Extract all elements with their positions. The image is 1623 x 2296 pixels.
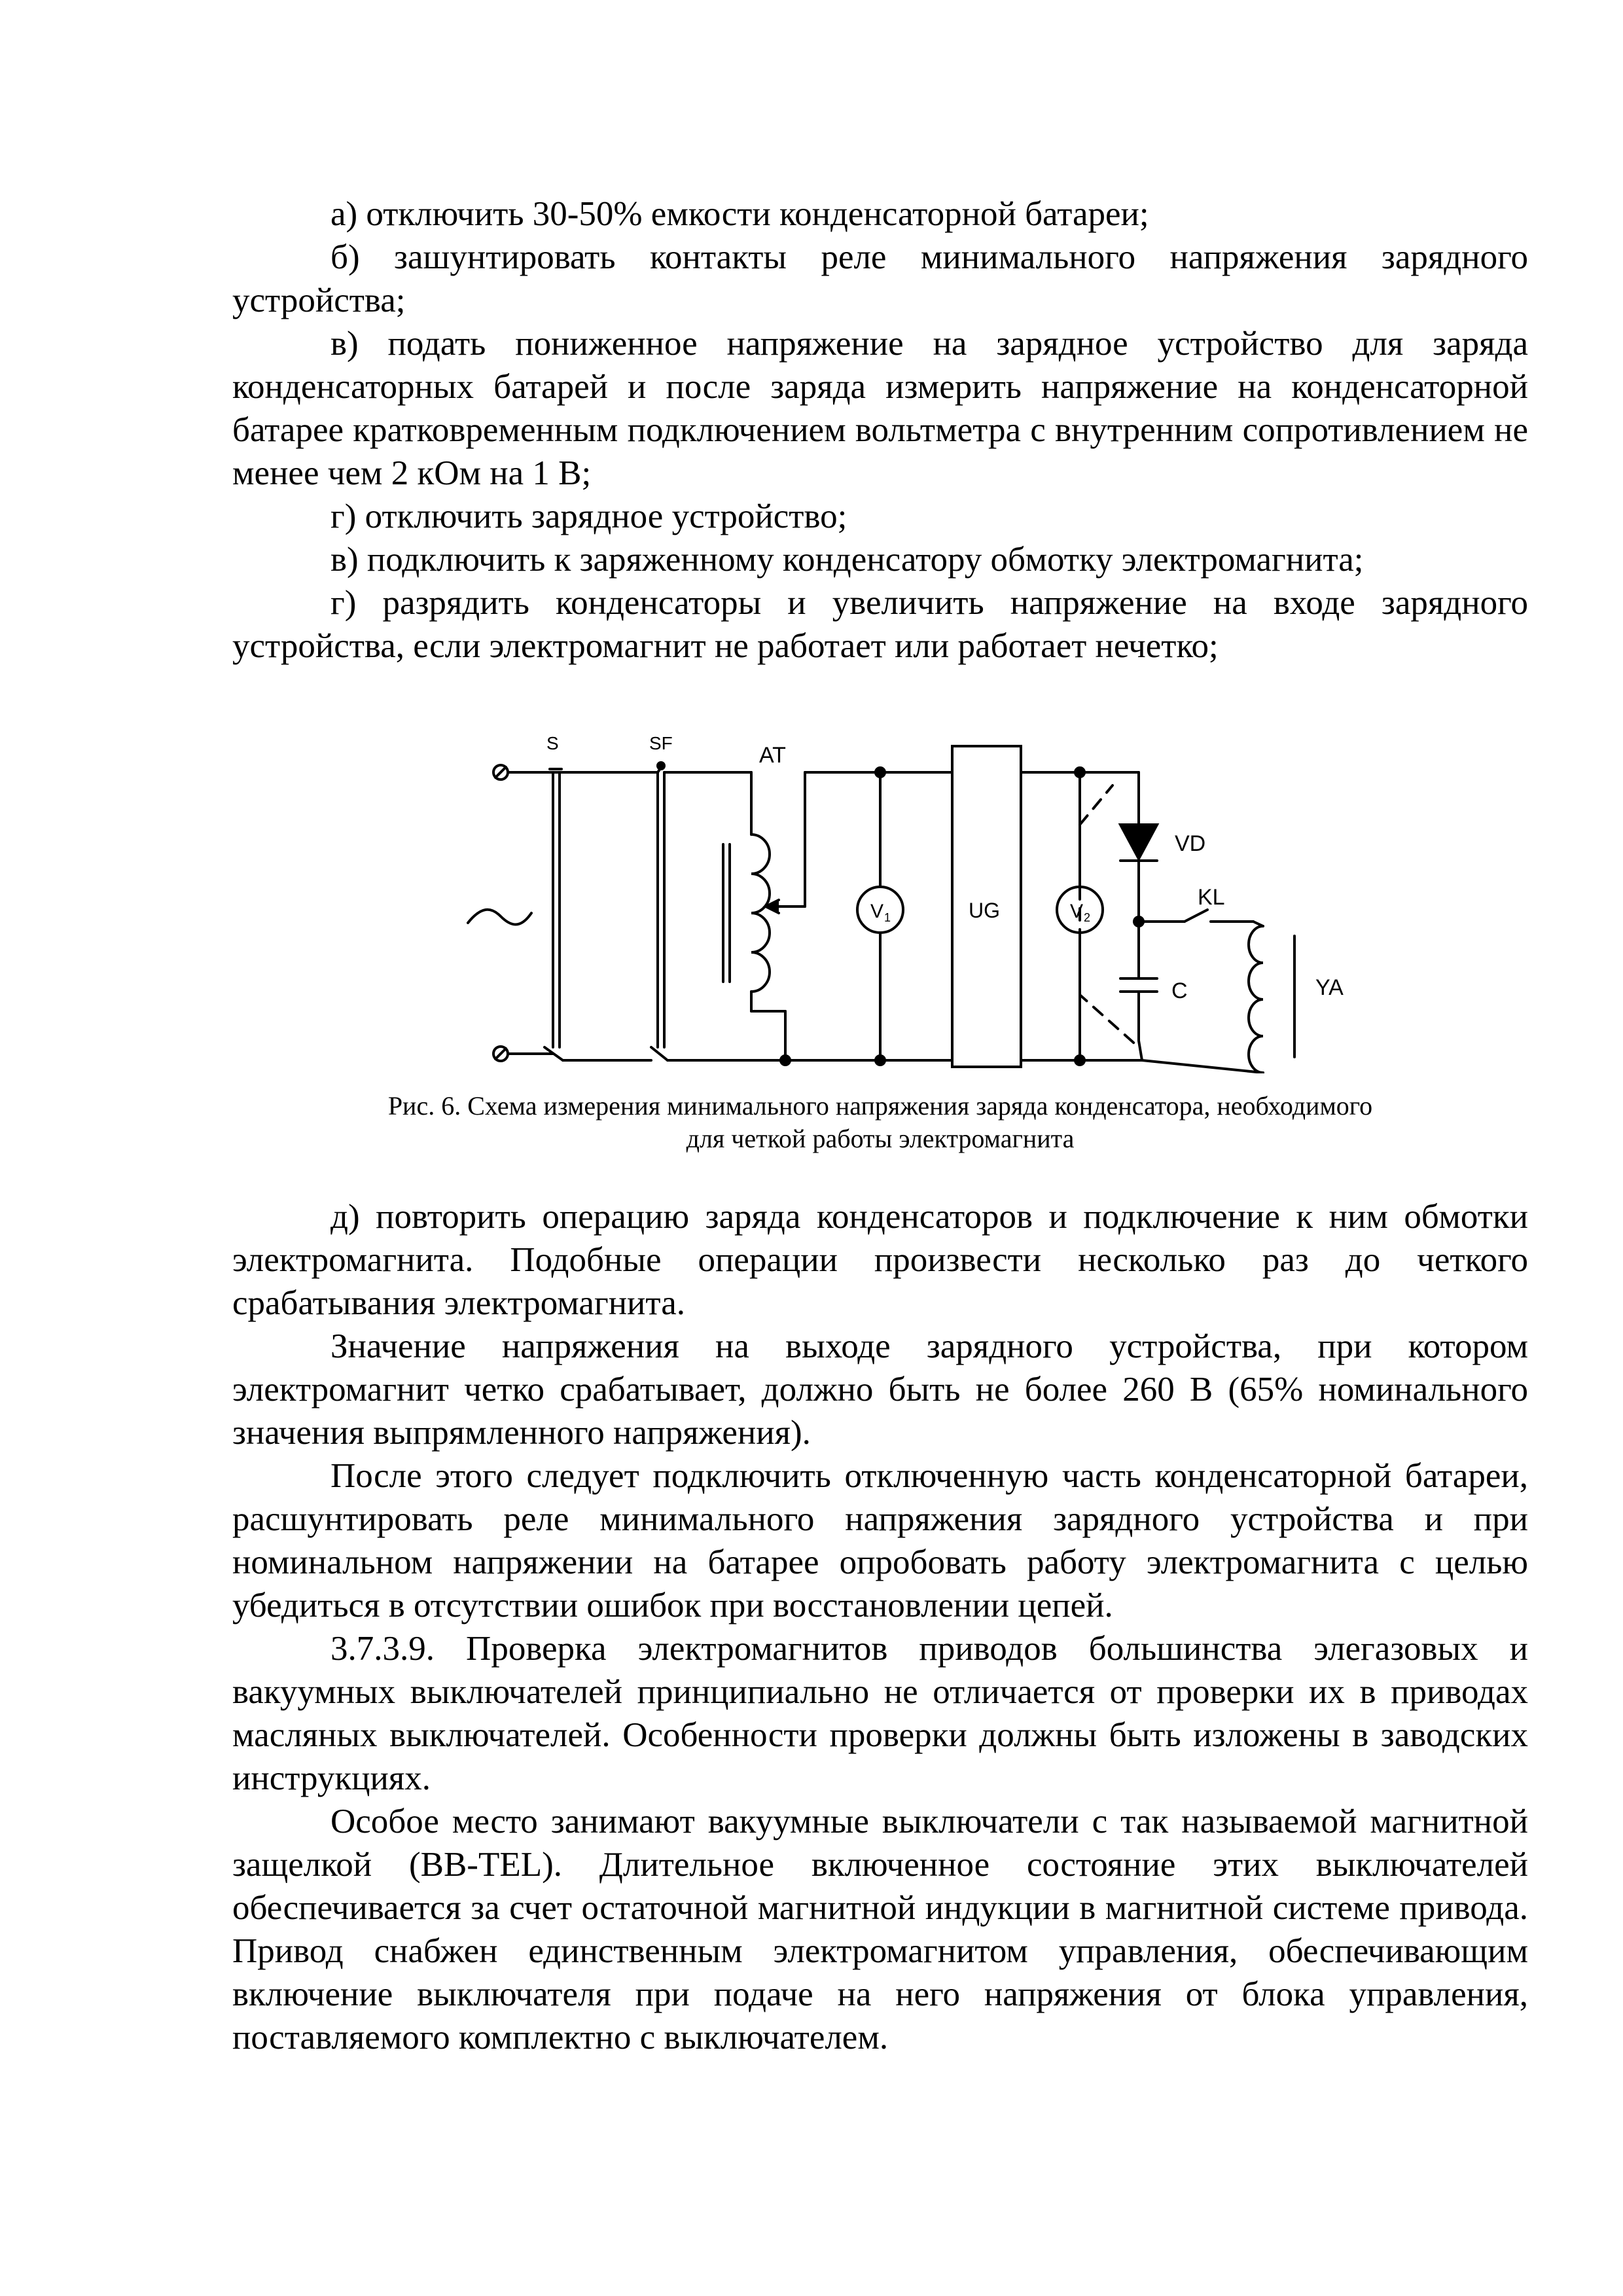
autotransformer-at: [723, 834, 805, 992]
paragraph: б) зашунтировать контакты реле минимального напряжения зарядного устройства;: [232, 238, 1528, 319]
paragraph: После этого следует подключить отключенную часть конденсаторной батареи, расшунтировать реле минимального напряжения зарядного устройства и при номинальном напряжении на батарее опробовать работу электромагнита с целью убедиться в отсутствии ошибок при восстановлении цепей.: [232, 1457, 1528, 1624]
label-c: C: [1171, 978, 1188, 1003]
capacitor-c: [1120, 978, 1157, 992]
electromagnet-ya: [1249, 926, 1263, 1073]
paragraph: 3.7.3.9. Проверка электромагнитов приводов большинства элегазовых и вакуумных выключателей принципиально не отличается от проверки их в приводах масляных выключателей. Особенности проверки должны быть изложены в заводских инструкциях.: [232, 1630, 1528, 1797]
label-s: S: [546, 733, 559, 753]
label-kl: KL: [1198, 885, 1225, 910]
label-sf: SF: [649, 733, 673, 753]
paragraph: а) отключить 30-50% емкости конденсаторной батареи;: [330, 195, 1149, 233]
paragraph: г) разрядить конденсаторы и увеличить напряжение на входе зарядного устройства, если электромагнит не работает или работает нечетко;: [232, 584, 1528, 665]
label-ya: YA: [1315, 975, 1344, 1000]
label-ug: UG: [969, 899, 1000, 922]
switch-s: [544, 769, 563, 1060]
paragraph: Особое место занимают вакуумные выключатели с так называемой магнитной защелкой (ВВ-TEL). Длительное включенное состояние этих выключателей обеспечивается за счет остаточной магнитной индукции в магнитной системе привода. Привод снабжен единственным электромагнитом управления, обеспечивающим включение выключателя при подаче на него напряжения от блока управления, поставляемого комплектно с выключателем.: [232, 1803, 1528, 2056]
circuit-diagram: [432, 720, 1361, 1073]
label-v2-sub: 2: [1084, 911, 1091, 924]
figure-caption: [249, 1090, 1512, 1155]
caption-line: для четкой работы электромагнита: [686, 1124, 1075, 1153]
text-block-top: [232, 192, 1528, 668]
label-v1-sub: 1: [884, 911, 891, 924]
diode-vd: [1120, 825, 1157, 859]
label-v2: V: [1070, 901, 1084, 922]
paragraph: Значение напряжения на выходе зарядного устройства, при котором электромагнит четко срабатывает, должно быть не более 260 В (65% номинального значения выпрямленного напряжения).: [232, 1327, 1528, 1452]
label-at: AT: [759, 743, 786, 768]
paragraph: в) подать пониженное напряжение на зарядное устройство для заряда конденсаторных батарей и после заряда измерить напряжение на конденсаторной батарее кратковременным подключением вольтметра с внутренним сопротивлением не менее чем 2 кОм на 1 В;: [232, 325, 1528, 492]
paragraph: в) подключить к заряженному конденсатору обмотку электромагнита;: [330, 541, 1364, 579]
paragraph: д) повторить операцию заряда конденсаторов и подключение к ним обмотки электромагнита. Подобные операции произвести несколько раз до четкого срабатывания электромагнита.: [232, 1198, 1528, 1322]
caption-line: Рис. 6. Схема измерения минимального напряжения заряда конденсатора, необходимого: [387, 1091, 1373, 1121]
label-vd: VD: [1175, 831, 1206, 856]
label-v1: V: [870, 901, 884, 922]
paragraph: г) отключить зарядное устройство;: [330, 497, 847, 535]
text-block-bottom: [232, 1195, 1528, 2059]
relay-contact-kl: [1185, 910, 1207, 922]
ac-source-symbol: [468, 910, 531, 925]
switch-sf: [651, 762, 668, 1060]
